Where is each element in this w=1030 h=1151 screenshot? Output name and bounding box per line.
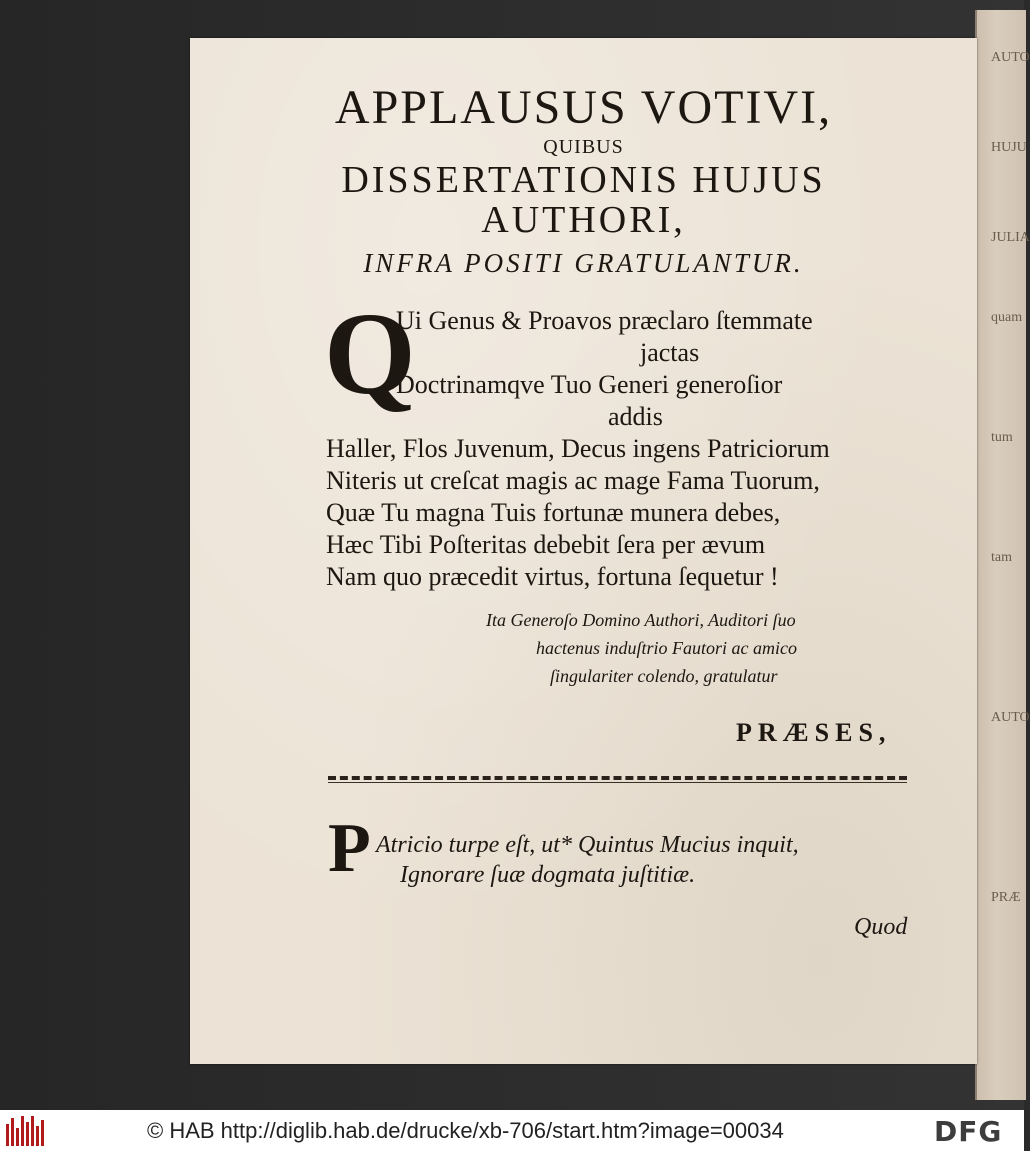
next-page-edge bbox=[975, 10, 1030, 1100]
poem-line: Ui Genus & Proavos præclaro ſtemmate bbox=[396, 306, 813, 335]
title-gratulantur: INFRA POSITI GRATULANTUR. bbox=[363, 248, 804, 278]
ghost-text: tum bbox=[991, 430, 1013, 445]
ghost-text: AUTO bbox=[991, 710, 1030, 725]
poem-line: Doctrinamqve Tuo Generi generoſior bbox=[396, 370, 783, 399]
poem-line: Hæc Tibi Poſteritas debebit ſera per ævum bbox=[326, 530, 766, 559]
poem-line: Niteris ut creſcat magis ac mage Fama Tuorum, bbox=[326, 466, 820, 495]
ghost-text: AUTO bbox=[991, 50, 1030, 65]
ghost-text: HUJU bbox=[991, 140, 1027, 155]
dfg-logo: DFG bbox=[934, 1115, 1003, 1148]
poem-line: Quæ Tu magna Tuis fortunæ munera debes, bbox=[326, 498, 781, 527]
divider-rule-thin bbox=[328, 782, 907, 783]
ghost-text: JULIA bbox=[991, 230, 1030, 245]
poem-line: addis bbox=[608, 402, 663, 431]
page-title: APPLAUSUS VOTIVI, bbox=[334, 81, 833, 134]
hab-logo-icon bbox=[6, 1116, 48, 1146]
dedication-line: ſingulariter colendo, gratulatur bbox=[550, 666, 778, 686]
signature-praeses: PRÆSES, bbox=[736, 718, 892, 747]
catchword: Quod bbox=[854, 914, 908, 940]
footer-credit-link[interactable]: © HAB http://diglib.hab.de/drucke/xb-706/start.htm?image=00034 bbox=[147, 1118, 784, 1143]
poem-line: jactas bbox=[640, 338, 700, 367]
quote-line: Atricio turpe eſt, ut* Quintus Mucius inquit, bbox=[376, 832, 799, 858]
dedication-line: Ita Generoſo Domino Authori, Auditori ſuo bbox=[486, 610, 796, 630]
title-authori: AUTHORI, bbox=[481, 199, 686, 241]
quote-dropcap: P bbox=[328, 810, 371, 887]
ghost-text: quam bbox=[991, 310, 1023, 325]
footer-bar bbox=[0, 1110, 1024, 1151]
quote-line: Ignorare ſuæ dogmata juſtitiæ. bbox=[400, 862, 696, 888]
poem-line: Haller, Flos Juvenum, Decus ingens Patriciorum bbox=[326, 434, 830, 463]
poem-line: Nam quo præcedit virtus, fortuna ſequetur ! bbox=[326, 562, 779, 591]
poem-dropcap: Q bbox=[324, 288, 416, 419]
dedication-line: hactenus induſtrio Fautori ac amico bbox=[536, 638, 797, 658]
document-page bbox=[190, 38, 977, 1064]
ghost-text: tam bbox=[991, 550, 1012, 565]
title-dissertationis: DISSERTATIONIS HUJUS bbox=[341, 159, 826, 201]
title-quibus: QUIBUS bbox=[543, 136, 624, 158]
divider-rule bbox=[328, 776, 907, 780]
ghost-text: PRÆ bbox=[991, 890, 1021, 905]
